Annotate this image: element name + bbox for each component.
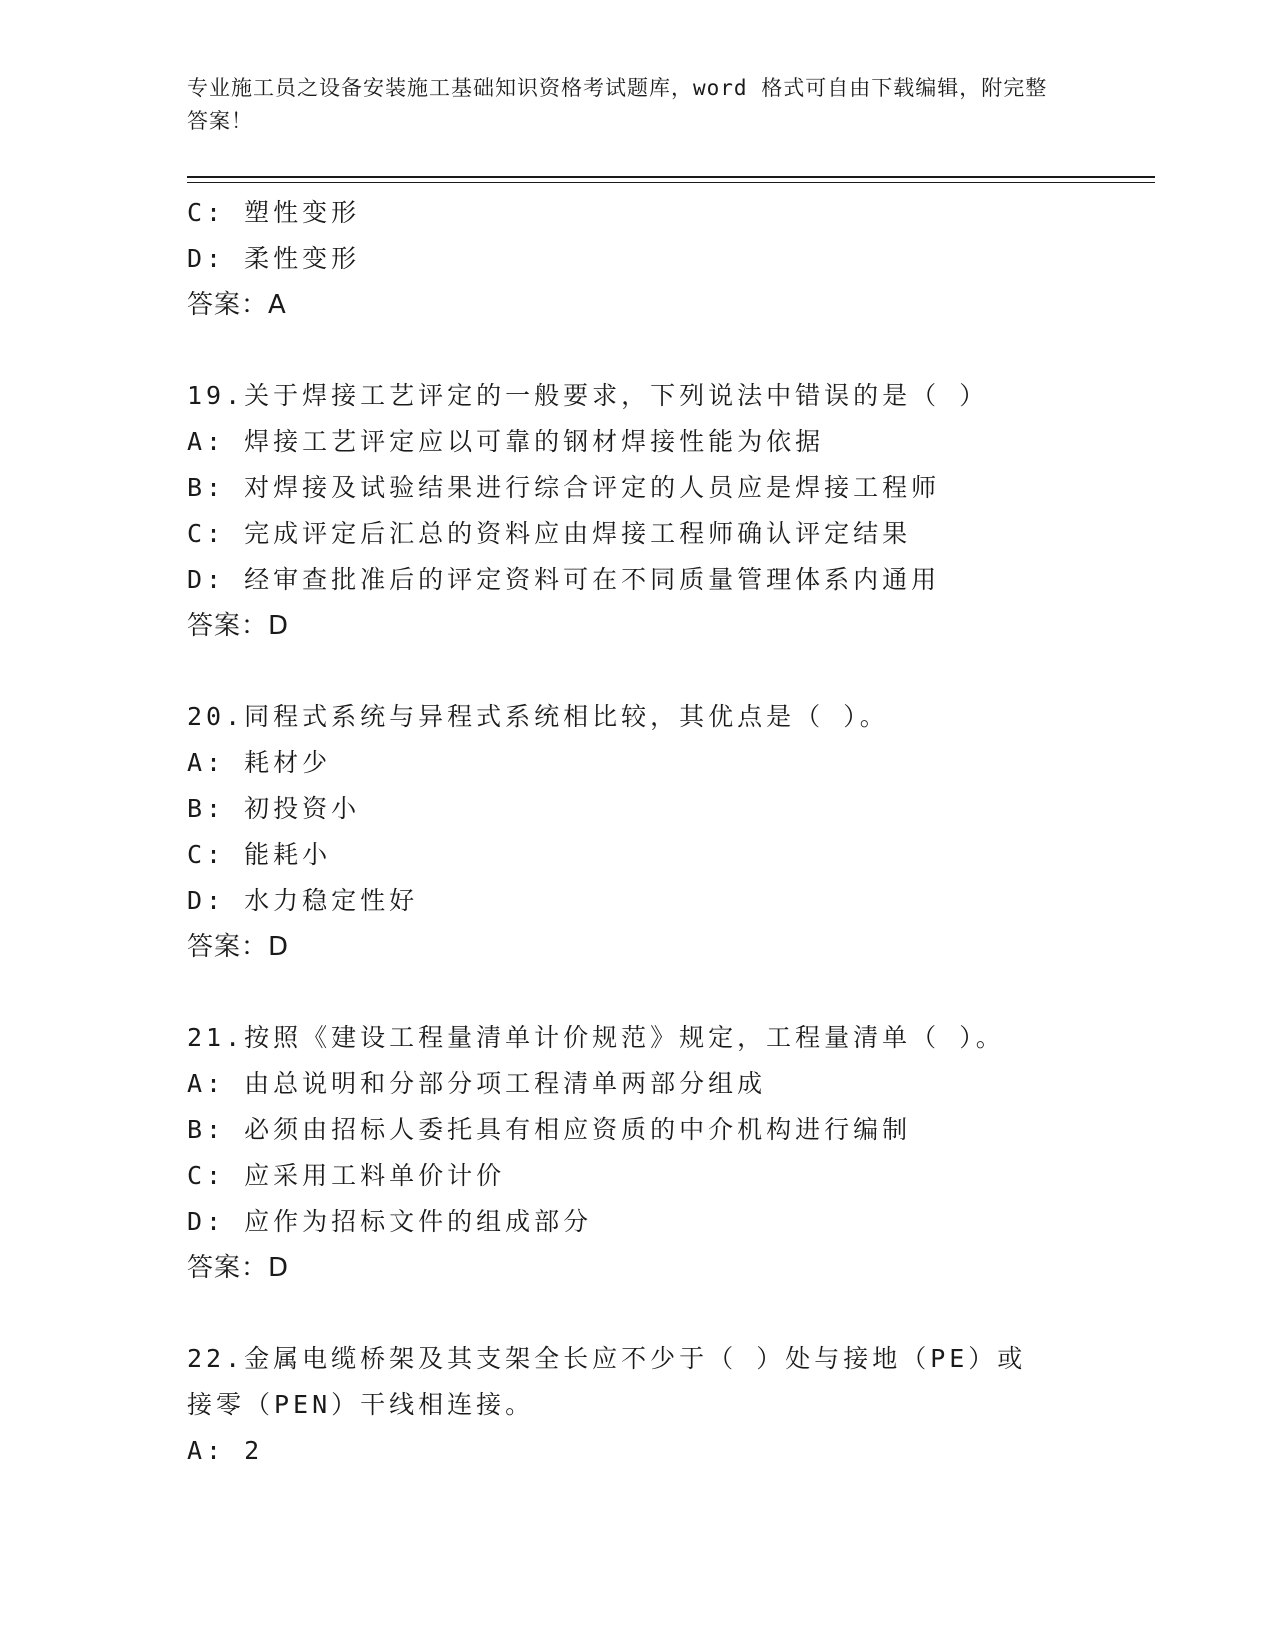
option-a: A: 2 bbox=[187, 1436, 264, 1465]
option-c: C: 塑性变形 bbox=[187, 198, 361, 227]
option-c: C: 能耗小 bbox=[187, 840, 332, 869]
option-b: B: 对焊接及试验结果进行综合评定的人员应是焊接工程师 bbox=[187, 473, 941, 502]
answer-line: 答案：D bbox=[187, 611, 290, 641]
header-text: 专业施工员之设备安装施工基础知识资格考试题库，word 格式可自由下载编辑，附完整答案！ bbox=[187, 76, 1048, 133]
question-title: 22.金属电缆桥架及其支架全长应不少于（ ）处与接地（PE）或接零（PEN）干线相连接。 bbox=[187, 1344, 1027, 1419]
answer-line: 答案：D bbox=[187, 932, 290, 962]
question-block bbox=[187, 373, 1087, 649]
question-block bbox=[187, 694, 1087, 970]
question-title: 21.按照《建设工程量清单计价规范》规定，工程量清单（ ）。 bbox=[187, 1023, 1005, 1052]
question-list bbox=[187, 190, 1087, 1474]
option-d: D: 水力稳定性好 bbox=[187, 886, 419, 915]
answer-line: 答案：A bbox=[187, 290, 287, 320]
header-divider-thick bbox=[187, 176, 1155, 178]
question-title: 20.同程式系统与异程式系统相比较，其优点是（ ）。 bbox=[187, 702, 889, 731]
header-divider-thin bbox=[187, 182, 1155, 183]
document-header bbox=[187, 72, 1067, 138]
option-d: D: 应作为招标文件的组成部分 bbox=[187, 1207, 593, 1236]
option-b: B: 必须由招标人委托具有相应资质的中介机构进行编制 bbox=[187, 1115, 912, 1144]
option-c: C: 完成评定后汇总的资料应由焊接工程师确认评定结果 bbox=[187, 519, 912, 548]
option-b: B: 初投资小 bbox=[187, 794, 361, 823]
option-a: A: 耗材少 bbox=[187, 748, 332, 777]
question-block bbox=[187, 1336, 1087, 1474]
question-title: 19.关于焊接工艺评定的一般要求，下列说法中错误的是（ ） bbox=[187, 381, 989, 410]
option-d: D: 柔性变形 bbox=[187, 244, 361, 273]
answer-line: 答案：D bbox=[187, 1253, 290, 1283]
option-a: A: 焊接工艺评定应以可靠的钢材焊接性能为依据 bbox=[187, 427, 825, 456]
question-block bbox=[187, 1015, 1087, 1291]
option-a: A: 由总说明和分部分项工程清单两部分组成 bbox=[187, 1069, 767, 1098]
option-c: C: 应采用工料单价计价 bbox=[187, 1161, 506, 1190]
question-block bbox=[187, 190, 1087, 328]
option-d: D: 经审查批准后的评定资料可在不同质量管理体系内通用 bbox=[187, 565, 941, 594]
